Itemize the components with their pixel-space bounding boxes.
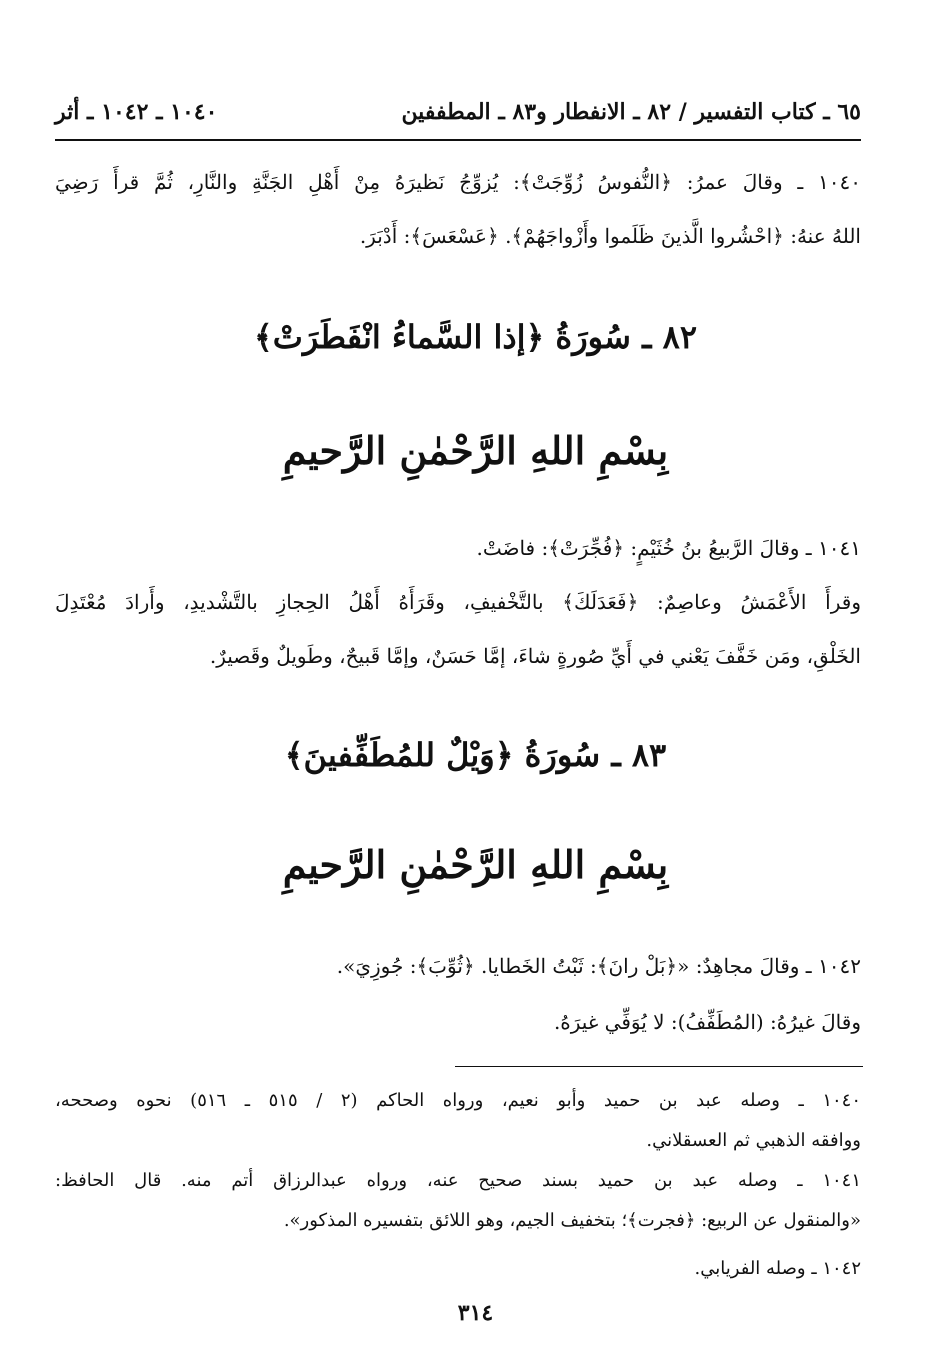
footnote-1040-line-1: ١٠٤٠ ـ وصله عبد بن حميد وأبو نعيم، ورواه الحاكم (٢ / ٥١٥ ـ ٥١٦) نحوه وصححه، bbox=[55, 1090, 862, 1111]
paragraph-1040-line-1: ١٠٤٠ ـ وقالَ عمرُ: ﴿النُّفوسُ زُوِّجَتْ﴾: يُزوِّجُ نَظيرَهُ مِنْ أَهْلِ الجَنَّةِ والنَّارِ، ثُمَّ قرأَ رَضِيَ bbox=[55, 170, 861, 194]
running-head-title: ٦٥ ـ كتاب التفسير / ٨٢ ـ الانفطار و٨٣ ـ المطففين bbox=[401, 99, 861, 125]
footnote-1040-line-2: ووافقه الذهبي ثم العسقلاني. bbox=[646, 1130, 861, 1151]
paragraph-ghayruhu-line: وقالَ غيرُهُ: (المُطَفِّفُ): لا يُوَفِّي غيرَهُ. bbox=[553, 1010, 861, 1034]
paragraph-qiraa-line-1: وقرأَ الأَعْمَشُ وعاصِمٌ: ﴿فَعَدَلَكَ﴾ بالتَّخْفيفِ، وقَرَأَهُ أَهْلُ الحِجازِ بالتَّشْديدِ، وأَرادَ مُعْتَدِلَ bbox=[55, 590, 861, 614]
basmala-2: بِسْمِ اللهِ الرَّحْمٰنِ الرَّحيمِ bbox=[282, 842, 669, 887]
paragraph-1041 bbox=[55, 536, 861, 576]
surah-82-title: ٨٢ ـ سُورَةُ ﴿إذا السَّماءُ انْفَطَرَتْ﴾ bbox=[253, 318, 698, 356]
running-header bbox=[55, 95, 861, 141]
footnote-1042 bbox=[55, 1258, 861, 1288]
footnote-1042-line: ١٠٤٢ ـ وصله الفريابي. bbox=[694, 1258, 861, 1279]
footnote-1041 bbox=[55, 1170, 861, 1230]
basmala-1: بِسْمِ اللهِ الرَّحْمٰنِ الرَّحيمِ bbox=[282, 428, 669, 473]
surah-83-title: ٨٣ ـ سُورَةُ ﴿وَيْلٌ للمُطَفِّفينَ﴾ bbox=[284, 736, 667, 774]
paragraph-1040-line-2: اللهُ عنهُ: ﴿احْشُروا الَّذينَ ظَلَموا وأَزْواجَهُمْ﴾. ﴿عَسْعَسَ﴾: أَدْبَرَ. bbox=[359, 224, 861, 248]
paragraph-1041-line: ١٠٤١ ـ وقالَ الرَّبيعُ بنُ خُثَيْمٍ: ﴿فُجِّرَتْ﴾: فاضَتْ. bbox=[476, 536, 861, 560]
paragraph-qiraa bbox=[55, 590, 861, 680]
footnote-1041-line-2: «والمنقول عن الربيع: ﴿فجرت﴾؛ بتخفيف الجيم، وهو اللائق بتفسيره المذكور». bbox=[283, 1210, 861, 1231]
footnote-1040 bbox=[55, 1090, 861, 1150]
paragraph-1042-line: ١٠٤٢ ـ وقالَ مجاهِدٌ: «﴿بَلْ رانَ﴾: ثَبْتُ الخَطايا. ﴿ثُوِّبَ﴾: جُوزِيَ». bbox=[336, 954, 861, 978]
paragraph-1040 bbox=[55, 160, 861, 250]
athar-range: ١٠٤٠ ـ ١٠٤٢ ـ أثر bbox=[55, 99, 218, 125]
paragraph-1042 bbox=[55, 954, 861, 994]
footnote-1041-line-1: ١٠٤١ ـ وصله عبد بن حميد بسند صحيح عنه، ورواه عبدالرزاق أتم منه. قال الحافظ: bbox=[55, 1170, 861, 1191]
paragraph-qiraa-line-2: الخَلْقِ، ومَن خَفَّفَ يَعْني في أَيِّ صُورةٍ شاءَ، إمَّا حَسَنٌ، وإمَّا قَبيحٌ، وطَويلٌ وقَصيرٌ. bbox=[209, 644, 861, 668]
page-number: ٣١٤ bbox=[457, 1300, 494, 1326]
footnote-separator bbox=[455, 1066, 863, 1067]
paragraph-ghayruhu bbox=[55, 1010, 861, 1050]
